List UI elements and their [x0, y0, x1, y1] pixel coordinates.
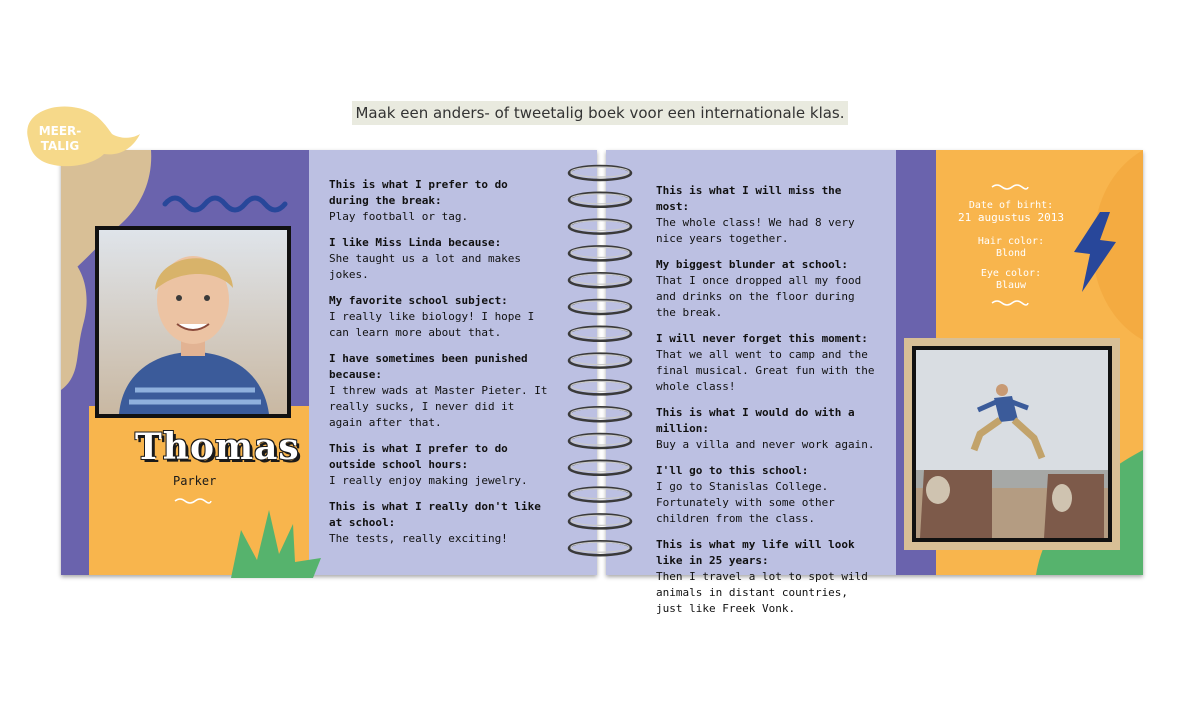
- banner-text: Maak een anders- of tweetalig boek voor een internationale klas.: [355, 104, 845, 122]
- qa-item: [656, 463, 881, 527]
- answer: The tests, really exciting!: [329, 532, 508, 545]
- student-last-name: Parker: [173, 474, 217, 488]
- spiral-binding: [565, 163, 635, 563]
- question: I like Miss Linda because:: [329, 236, 502, 249]
- wave-icon: [173, 496, 213, 506]
- answer: Buy a villa and never work again.: [656, 438, 875, 451]
- spiral-ring: [569, 300, 631, 314]
- qa-item: [656, 257, 881, 321]
- spiral-ring: [569, 541, 631, 555]
- question: My favorite school subject:: [329, 294, 508, 307]
- wave-icon: [990, 298, 1030, 308]
- answer: I threw wads at Master Pieter. It really sucks, I never did it again after that.: [329, 384, 548, 429]
- dob-value: 21 augustus 2013: [958, 211, 1064, 224]
- qa-item: [656, 405, 881, 453]
- eye-label: Eye color:: [980, 268, 1042, 279]
- spiral-ring: [569, 434, 631, 448]
- qa-item: [329, 499, 549, 547]
- answer: Play football or tag.: [329, 210, 469, 223]
- question: My biggest blunder at school:: [656, 258, 849, 271]
- spiral-ring: [569, 407, 631, 421]
- question: I have sometimes been punished because:: [329, 352, 528, 381]
- spiral-ring: [569, 354, 631, 368]
- hair-label: Hair color:: [977, 236, 1045, 247]
- answer: I go to Stanislas College. Fortunately with some other children from the class.: [656, 480, 835, 525]
- question: This is what I prefer to do during the break:: [329, 178, 508, 207]
- qa-item: [656, 537, 881, 617]
- qa-item: [656, 183, 881, 247]
- answer: I really enjoy making jewelry.: [329, 474, 528, 487]
- jumping-photo: [912, 346, 1112, 542]
- spiral-ring: [569, 193, 631, 207]
- student-first-name: Thomas: [135, 426, 300, 468]
- question: I will never forget this moment:: [656, 332, 868, 345]
- badge-line-2: TALIG: [40, 139, 80, 153]
- spiral-ring: [569, 220, 631, 234]
- question: I'll go to this school:: [656, 464, 809, 477]
- qa-item: [329, 351, 549, 431]
- right-page: [606, 150, 1143, 615]
- spiral-ring: [569, 380, 631, 394]
- wave-icon: [990, 182, 1030, 192]
- left-page: [61, 150, 597, 575]
- hair-value: Blond: [995, 248, 1027, 259]
- answer: That I once dropped all my food and drinks on the floor during the break.: [656, 274, 862, 319]
- answer: The whole class! We had 8 very nice years together.: [656, 216, 855, 245]
- left-qa-list: [329, 177, 549, 557]
- portrait-photo: [95, 226, 291, 418]
- qa-item: [329, 235, 549, 283]
- multilingual-badge: [22, 124, 98, 154]
- spiral-ring: [569, 327, 631, 341]
- question: This is what I will miss the most:: [656, 184, 842, 213]
- wave-icon: [161, 190, 291, 218]
- qa-item: [656, 331, 881, 395]
- question: This is what I would do with a million:: [656, 406, 855, 435]
- qa-item: [329, 177, 549, 225]
- question: This is what I really don't like at school:: [329, 500, 541, 529]
- badge-line-1: MEER-: [38, 124, 82, 138]
- question: This is what my life will look like in 25 years:: [656, 538, 855, 567]
- spiral-ring: [569, 514, 631, 528]
- spiral-ring: [569, 488, 631, 502]
- jumping-image: [916, 350, 1108, 538]
- eye-value: Blauw: [995, 280, 1027, 291]
- right-qa-list: [656, 183, 881, 627]
- question: This is what I prefer to do outside school hours:: [329, 442, 508, 471]
- qa-item: [329, 293, 549, 341]
- qa-item: [329, 441, 549, 489]
- spiral-ring: [569, 166, 631, 180]
- spiral-ring: [569, 461, 631, 475]
- dob-label: Date of birht:: [968, 200, 1054, 211]
- leaf-icon: [221, 510, 331, 580]
- answer: She taught us a lot and makes jokes.: [329, 252, 522, 281]
- answer: Then I travel a lot to spot wild animals in distant countries, just like Freek Vonk.: [656, 570, 868, 615]
- personal-info-block: [936, 182, 1086, 302]
- portrait-image: [99, 230, 287, 414]
- spiral-ring: [569, 273, 631, 287]
- answer: I really like biology! I hope I can learn more about that.: [329, 310, 535, 339]
- top-banner: [352, 101, 848, 125]
- answer: That we all went to camp and the final musical. Great fun with the whole class!: [656, 348, 875, 393]
- spiral-ring: [569, 246, 631, 260]
